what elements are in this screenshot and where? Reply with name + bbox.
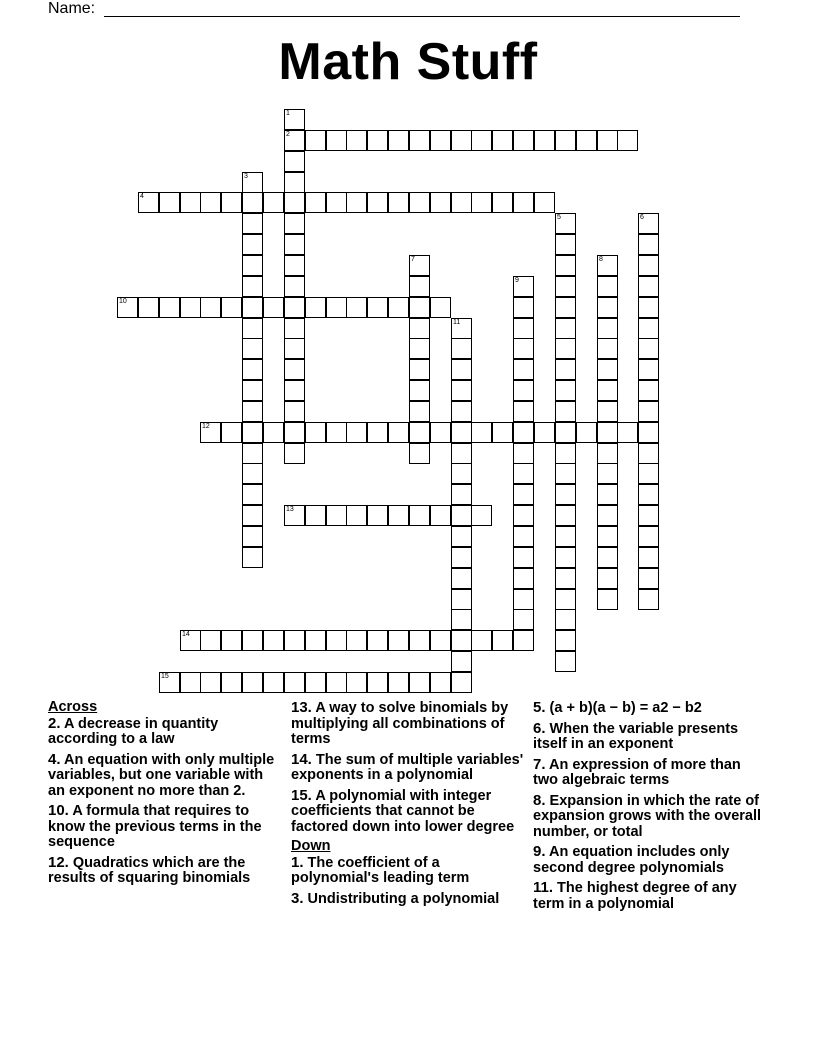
grid-cell-6[interactable] xyxy=(638,213,659,234)
grid-cell[interactable] xyxy=(451,589,472,610)
grid-cell[interactable] xyxy=(638,338,659,359)
grid-cell[interactable] xyxy=(284,338,305,359)
grid-cell[interactable] xyxy=(451,338,472,359)
clue-down-9: 9. An equation includes only second degree polynomials xyxy=(533,843,730,876)
grid-cell[interactable] xyxy=(242,234,263,255)
grid-cell-4[interactable] xyxy=(138,192,159,213)
grid-cell[interactable] xyxy=(513,338,534,359)
clue-number: 11 xyxy=(453,319,461,326)
grid-cell-2[interactable] xyxy=(284,130,305,151)
clue-down-3: 3. Undistributing a polynomial xyxy=(291,889,500,907)
grid-cell[interactable] xyxy=(430,422,451,443)
grid-cell[interactable] xyxy=(451,359,472,380)
grid-cell[interactable] xyxy=(555,380,576,401)
grid-cell[interactable] xyxy=(284,276,305,297)
grid-cell[interactable] xyxy=(409,672,430,693)
grid-cell[interactable] xyxy=(242,255,263,276)
grid-cell[interactable] xyxy=(159,297,180,318)
grid-cell[interactable] xyxy=(492,192,513,213)
grid-cell[interactable] xyxy=(221,672,242,693)
grid-cell[interactable] xyxy=(451,443,472,464)
grid-cell[interactable] xyxy=(513,630,534,651)
grid-cell-9[interactable] xyxy=(513,276,534,297)
grid-cell[interactable] xyxy=(555,130,576,151)
grid-cell[interactable] xyxy=(617,422,638,443)
clue-down-1: 1. The coefficient of a polynomial's leading term xyxy=(291,853,470,886)
grid-cell[interactable] xyxy=(326,297,347,318)
grid-cell[interactable] xyxy=(638,484,659,505)
grid-cell[interactable] xyxy=(242,547,263,568)
grid-cell[interactable] xyxy=(451,192,472,213)
clue-across-10: 10. A formula that requires to know the previous terms in the sequence xyxy=(48,802,262,850)
grid-cell[interactable] xyxy=(492,130,513,151)
grid-cell[interactable] xyxy=(284,630,305,651)
grid-cell[interactable] xyxy=(284,380,305,401)
grid-cell[interactable] xyxy=(346,297,367,318)
grid-cell[interactable] xyxy=(367,422,388,443)
grid-cell[interactable] xyxy=(555,255,576,276)
grid-cell[interactable] xyxy=(284,297,305,318)
grid-cell[interactable] xyxy=(513,443,534,464)
grid-cell[interactable] xyxy=(555,463,576,484)
grid-cell[interactable] xyxy=(180,192,201,213)
grid-cell[interactable] xyxy=(638,526,659,547)
grid-cell[interactable] xyxy=(200,630,221,651)
grid-cell[interactable] xyxy=(221,422,242,443)
grid-cell[interactable] xyxy=(513,380,534,401)
grid-cell[interactable] xyxy=(513,547,534,568)
grid-cell[interactable] xyxy=(638,380,659,401)
grid-cell[interactable] xyxy=(513,359,534,380)
grid-cell[interactable] xyxy=(284,672,305,693)
grid-cell[interactable] xyxy=(367,630,388,651)
grid-cell[interactable] xyxy=(242,443,263,464)
grid-cell[interactable] xyxy=(388,192,409,213)
grid-cell[interactable] xyxy=(555,234,576,255)
grid-cell[interactable] xyxy=(513,401,534,422)
grid-cell[interactable] xyxy=(242,297,263,318)
clue-down-6: 6. When the variable presents itself in an exponent xyxy=(533,719,739,752)
grid-cell[interactable] xyxy=(513,484,534,505)
grid-cell[interactable] xyxy=(263,630,284,651)
grid-cell[interactable] xyxy=(451,422,472,443)
grid-cell[interactable] xyxy=(242,526,263,547)
grid-cell-5[interactable] xyxy=(555,213,576,234)
grid-cell[interactable] xyxy=(513,589,534,610)
grid-cell[interactable] xyxy=(326,130,347,151)
grid-cell[interactable] xyxy=(471,192,492,213)
grid-cell[interactable] xyxy=(638,234,659,255)
grid-cell-15[interactable] xyxy=(159,672,180,693)
grid-cell[interactable] xyxy=(513,318,534,339)
grid-cell[interactable] xyxy=(555,338,576,359)
grid-cell[interactable] xyxy=(451,568,472,589)
grid-cell[interactable] xyxy=(513,609,534,630)
grid-cell[interactable] xyxy=(409,401,430,422)
grid-cell[interactable] xyxy=(638,255,659,276)
grid-cell[interactable] xyxy=(451,380,472,401)
grid-cell[interactable] xyxy=(409,505,430,526)
clue-number: 15 xyxy=(161,673,169,680)
clue-number: 14 xyxy=(182,631,190,638)
grid-cell[interactable] xyxy=(326,630,347,651)
grid-cell[interactable] xyxy=(346,422,367,443)
grid-cell[interactable] xyxy=(367,505,388,526)
grid-cell[interactable] xyxy=(451,651,472,672)
grid-cell[interactable] xyxy=(451,526,472,547)
clue-number: 8 xyxy=(599,256,603,263)
grid-cell[interactable] xyxy=(242,672,263,693)
grid-cell[interactable] xyxy=(200,672,221,693)
clue-column-2 xyxy=(291,700,527,911)
grid-cell[interactable] xyxy=(263,672,284,693)
grid-cell[interactable] xyxy=(284,234,305,255)
clue-across-2: 2. A decrease in quantity according to a law xyxy=(48,714,219,747)
puzzle-title: Math Stuff xyxy=(278,33,538,91)
grid-cell[interactable] xyxy=(597,505,618,526)
grid-cell[interactable] xyxy=(555,651,576,672)
grid-cell[interactable] xyxy=(576,422,597,443)
grid-cell[interactable] xyxy=(555,589,576,610)
grid-cell[interactable] xyxy=(597,526,618,547)
grid-cell-10[interactable] xyxy=(117,297,138,318)
grid-cell[interactable] xyxy=(638,443,659,464)
grid-cell[interactable] xyxy=(242,359,263,380)
grid-cell[interactable] xyxy=(513,463,534,484)
grid-cell[interactable] xyxy=(284,422,305,443)
grid-cell[interactable] xyxy=(597,276,618,297)
grid-cell[interactable] xyxy=(555,422,576,443)
grid-cell[interactable] xyxy=(597,463,618,484)
grid-cell[interactable] xyxy=(242,338,263,359)
grid-cell-11[interactable] xyxy=(451,318,472,339)
grid-cell[interactable] xyxy=(409,318,430,339)
grid-cell[interactable] xyxy=(242,192,263,213)
grid-cell[interactable] xyxy=(597,547,618,568)
clue-down-8: 8. Expansion in which the rate of expansion grows with the overall number, or total xyxy=(533,791,762,840)
grid-cell[interactable] xyxy=(513,526,534,547)
clue-number: 2 xyxy=(286,131,290,138)
grid-cell[interactable] xyxy=(513,422,534,443)
grid-cell[interactable] xyxy=(638,463,659,484)
clue-across-15: 15. A polynomial with integer coefficients that cannot be factored down into lower degree xyxy=(291,786,515,835)
grid-cell[interactable] xyxy=(284,359,305,380)
grid-cell[interactable] xyxy=(638,422,659,443)
grid-cell[interactable] xyxy=(513,505,534,526)
grid-cell[interactable] xyxy=(597,422,618,443)
grid-cell[interactable] xyxy=(388,130,409,151)
grid-cell[interactable] xyxy=(409,630,430,651)
grid-cell[interactable] xyxy=(305,505,326,526)
grid-cell[interactable] xyxy=(367,672,388,693)
grid-cell[interactable] xyxy=(346,130,367,151)
grid-cell[interactable] xyxy=(242,484,263,505)
grid-cell[interactable] xyxy=(492,422,513,443)
grid-cell[interactable] xyxy=(513,192,534,213)
grid-cell[interactable] xyxy=(305,422,326,443)
grid-cell[interactable] xyxy=(221,630,242,651)
clue-number: 10 xyxy=(119,298,127,305)
grid-cell[interactable] xyxy=(597,401,618,422)
grid-cell[interactable] xyxy=(555,609,576,630)
grid-cell[interactable] xyxy=(263,422,284,443)
grid-cell[interactable] xyxy=(242,463,263,484)
grid-cell[interactable] xyxy=(180,672,201,693)
grid-cell[interactable] xyxy=(597,130,618,151)
grid-cell[interactable] xyxy=(597,318,618,339)
grid-cell[interactable] xyxy=(242,380,263,401)
grid-cell[interactable] xyxy=(284,213,305,234)
grid-cell-13[interactable] xyxy=(284,505,305,526)
grid-cell[interactable] xyxy=(284,151,305,172)
grid-cell[interactable] xyxy=(471,130,492,151)
grid-cell[interactable] xyxy=(284,172,305,193)
grid-cell[interactable] xyxy=(138,297,159,318)
grid-cell[interactable] xyxy=(367,297,388,318)
grid-cell[interactable] xyxy=(597,338,618,359)
grid-cell[interactable] xyxy=(638,318,659,339)
clue-down-11: 11. The highest degree of any term in a polynomial xyxy=(533,879,737,912)
grid-cell[interactable] xyxy=(242,213,263,234)
grid-cell[interactable] xyxy=(346,192,367,213)
grid-cell[interactable] xyxy=(555,359,576,380)
grid-cell[interactable] xyxy=(555,505,576,526)
clue-number: 4 xyxy=(140,193,144,200)
grid-cell[interactable] xyxy=(555,276,576,297)
grid-cell[interactable] xyxy=(555,630,576,651)
grid-cell[interactable] xyxy=(451,609,472,630)
grid-cell[interactable] xyxy=(597,359,618,380)
grid-cell[interactable] xyxy=(555,401,576,422)
grid-cell[interactable] xyxy=(242,422,263,443)
grid-cell[interactable] xyxy=(451,505,472,526)
grid-cell[interactable] xyxy=(242,630,263,651)
grid-cell[interactable] xyxy=(242,505,263,526)
grid-cell[interactable] xyxy=(451,672,472,693)
grid-cell[interactable] xyxy=(242,401,263,422)
grid-cell[interactable] xyxy=(555,443,576,464)
clue-column-3 xyxy=(533,700,763,916)
clue-down-7: 7. An expression of more than two algebraic terms xyxy=(533,755,741,788)
grid-cell[interactable] xyxy=(638,568,659,589)
grid-cell[interactable] xyxy=(555,526,576,547)
grid-cell[interactable] xyxy=(638,359,659,380)
down-heading: Down xyxy=(291,838,331,854)
grid-cell-7[interactable] xyxy=(409,255,430,276)
grid-cell[interactable] xyxy=(305,130,326,151)
grid-cell[interactable] xyxy=(451,463,472,484)
grid-cell[interactable] xyxy=(305,672,326,693)
grid-cell[interactable] xyxy=(451,401,472,422)
grid-cell[interactable] xyxy=(555,568,576,589)
grid-cell[interactable] xyxy=(451,547,472,568)
grid-cell[interactable] xyxy=(513,130,534,151)
grid-cell[interactable] xyxy=(471,505,492,526)
grid-cell[interactable] xyxy=(200,192,221,213)
grid-cell[interactable] xyxy=(430,505,451,526)
grid-cell[interactable] xyxy=(430,130,451,151)
grid-cell[interactable] xyxy=(513,568,534,589)
clue-across-4: 4. An equation with only multiple variables, but one variable with an exponent no more than 2. xyxy=(48,750,275,799)
grid-cell[interactable] xyxy=(638,589,659,610)
grid-cell[interactable] xyxy=(430,192,451,213)
grid-cell[interactable] xyxy=(367,192,388,213)
grid-cell[interactable] xyxy=(430,297,451,318)
grid-cell[interactable] xyxy=(492,630,513,651)
clue-down-5: 5. (a + b)(a − b) = a2 − b2 xyxy=(533,699,702,716)
grid-cell[interactable] xyxy=(555,484,576,505)
grid-cell[interactable] xyxy=(346,630,367,651)
clue-number: 3 xyxy=(244,173,248,180)
grid-cell[interactable] xyxy=(617,130,638,151)
grid-cell[interactable] xyxy=(471,422,492,443)
grid-cell[interactable] xyxy=(597,589,618,610)
grid-cell[interactable] xyxy=(451,130,472,151)
clue-number: 1 xyxy=(286,110,290,117)
grid-cell-14[interactable] xyxy=(180,630,201,651)
grid-cell[interactable] xyxy=(576,130,597,151)
grid-cell[interactable] xyxy=(326,192,347,213)
grid-cell[interactable] xyxy=(326,505,347,526)
grid-cell[interactable] xyxy=(221,297,242,318)
clue-across-14: 14. The sum of multiple variables' exponents in a polynomial xyxy=(291,750,524,783)
grid-cell[interactable] xyxy=(409,380,430,401)
clue-across-13: 13. A way to solve binomials by multiplying all combinations of terms xyxy=(291,699,509,747)
grid-cell[interactable] xyxy=(305,192,326,213)
grid-cell[interactable] xyxy=(534,130,555,151)
clue-number: 13 xyxy=(286,506,294,513)
grid-cell[interactable] xyxy=(326,672,347,693)
clue-number: 12 xyxy=(202,423,210,430)
clue-number: 9 xyxy=(515,277,519,284)
grid-cell[interactable] xyxy=(388,297,409,318)
grid-cell[interactable] xyxy=(180,297,201,318)
grid-cell-3[interactable] xyxy=(242,172,263,193)
grid-cell[interactable] xyxy=(409,192,430,213)
grid-cell[interactable] xyxy=(284,255,305,276)
grid-cell[interactable] xyxy=(451,484,472,505)
grid-cell[interactable] xyxy=(409,422,430,443)
grid-cell[interactable] xyxy=(326,422,347,443)
clue-across-12: 12. Quadratics which are the results of squaring binomials xyxy=(48,853,251,886)
grid-cell[interactable] xyxy=(430,672,451,693)
grid-cell[interactable] xyxy=(242,276,263,297)
grid-cell[interactable] xyxy=(263,297,284,318)
grid-cell[interactable] xyxy=(451,630,472,651)
grid-cell[interactable] xyxy=(534,422,555,443)
clue-number: 6 xyxy=(640,214,644,221)
grid-cell[interactable] xyxy=(597,380,618,401)
grid-cell[interactable] xyxy=(284,443,305,464)
grid-cell[interactable] xyxy=(409,297,430,318)
grid-cell[interactable] xyxy=(597,484,618,505)
grid-cell[interactable] xyxy=(388,630,409,651)
grid-cell[interactable] xyxy=(409,338,430,359)
grid-cell[interactable] xyxy=(221,192,242,213)
grid-cell[interactable] xyxy=(159,192,180,213)
grid-cell[interactable] xyxy=(409,130,430,151)
grid-cell[interactable] xyxy=(388,505,409,526)
grid-cell[interactable] xyxy=(555,547,576,568)
grid-cell[interactable] xyxy=(638,547,659,568)
grid-cell[interactable] xyxy=(305,630,326,651)
grid-cell[interactable] xyxy=(263,192,284,213)
grid-cell[interactable] xyxy=(242,318,263,339)
grid-cell[interactable] xyxy=(638,401,659,422)
grid-cell[interactable] xyxy=(346,672,367,693)
grid-cell[interactable] xyxy=(346,505,367,526)
grid-cell[interactable] xyxy=(513,297,534,318)
grid-cell[interactable] xyxy=(534,192,555,213)
across-heading: Across xyxy=(48,699,98,715)
grid-cell-12[interactable] xyxy=(200,422,221,443)
clue-number: 7 xyxy=(411,256,415,263)
grid-cell[interactable] xyxy=(555,297,576,318)
grid-cell[interactable] xyxy=(597,568,618,589)
grid-cell[interactable] xyxy=(638,505,659,526)
grid-cell[interactable] xyxy=(471,630,492,651)
grid-cell[interactable] xyxy=(409,359,430,380)
grid-cell-8[interactable] xyxy=(597,255,618,276)
grid-cell[interactable] xyxy=(638,297,659,318)
grid-cell[interactable] xyxy=(597,443,618,464)
grid-cell[interactable] xyxy=(597,297,618,318)
grid-cell[interactable] xyxy=(284,192,305,213)
grid-cell[interactable] xyxy=(430,630,451,651)
grid-cell[interactable] xyxy=(200,297,221,318)
grid-cell[interactable] xyxy=(555,318,576,339)
grid-cell[interactable] xyxy=(284,401,305,422)
grid-cell[interactable] xyxy=(388,672,409,693)
grid-cell[interactable] xyxy=(305,297,326,318)
grid-cell[interactable] xyxy=(638,276,659,297)
grid-cell[interactable] xyxy=(284,318,305,339)
clue-number: 5 xyxy=(557,214,561,221)
name-label: Name: xyxy=(48,0,96,17)
grid-cell[interactable] xyxy=(367,130,388,151)
grid-cell[interactable] xyxy=(388,422,409,443)
grid-cell[interactable] xyxy=(409,443,430,464)
clue-column-1 xyxy=(48,700,278,891)
grid-cell[interactable] xyxy=(409,276,430,297)
grid-cell-1[interactable] xyxy=(284,109,305,130)
